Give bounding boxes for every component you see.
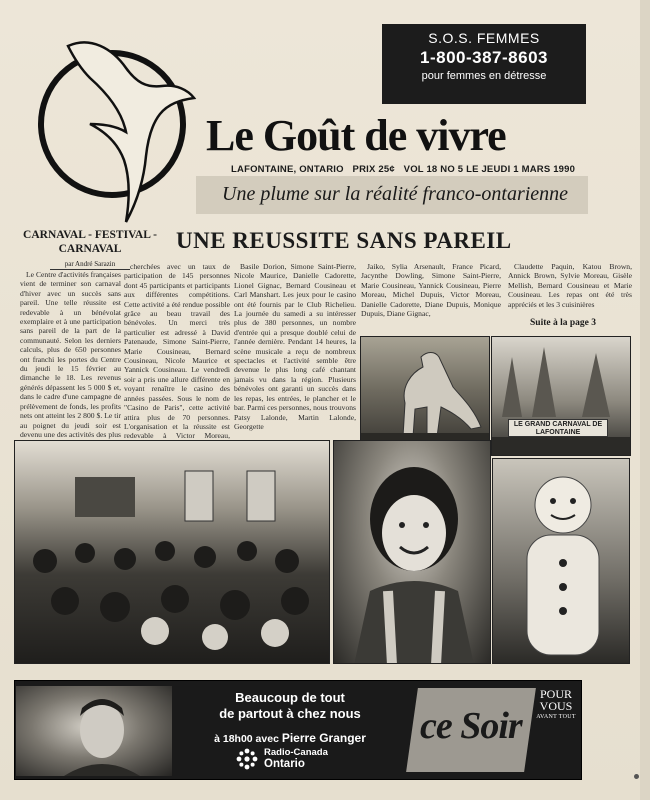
ad-time: à 18h00 avec bbox=[214, 733, 279, 745]
snowman-icon bbox=[493, 459, 630, 664]
slogan: Une plume sur la réalité franco-ontarienne bbox=[222, 183, 569, 205]
issue-number: VOL 18 NO 5 LE JEUDI 1 MARS 1990 bbox=[403, 164, 576, 175]
ad-line-1: Beaucoup de tout bbox=[235, 690, 345, 705]
crowd-icon bbox=[15, 441, 330, 664]
article-byline: par André Sarazin bbox=[20, 260, 160, 270]
sos-femmes-box bbox=[382, 24, 586, 104]
article-kicker: CARNAVAL - FESTIVAL - CARNAVAL bbox=[23, 229, 157, 255]
ad-line-3 bbox=[180, 731, 400, 745]
newspaper-title: Le Goût de vivre bbox=[206, 111, 506, 160]
article-column-1: Le Centre d'activités françaises vient de terminer son carnaval d'hiver avec un succès sans pareil. Une telle réussite est redevable à un bénévolat exemplaire et à une participation sans pareil de la part de la communauté. Selon les derniers calculs, plus de 650 personnes ont franchi les portes du Centre du jeudi le 15 février au dimanche le 18. Les revenus générés dépassent les 5 000 $ et, dans le cadre d'une campagne de prélèvement de fonds, les profits nets ont atteint les 2 800 $. Le tir au poignet du jeudi soir est devenu une des activités des plus bbox=[20, 270, 121, 439]
radio-canada-logo bbox=[236, 748, 328, 770]
article-column-5: Claudette Paquin, Katou Brown, Annick Brown, Sylvie Moreau, Gisèle Mellish, Bernard Cousineau et Marie Cousineau. Les repas ont été très appréciés et les 3 cuisinières bbox=[508, 262, 632, 309]
photo-snow-dinosaur bbox=[360, 336, 490, 448]
issue-info bbox=[231, 164, 581, 175]
article-headline: UNE REUSSITE SANS PAREIL bbox=[176, 228, 512, 253]
ad-host: Pierre Granger bbox=[281, 731, 366, 745]
continued-note: Suite à la page 3 bbox=[530, 318, 596, 328]
radio-canada-gem-icon bbox=[236, 748, 258, 770]
carnival-sign: LE GRAND CARNAVAL DE LAFONTAINE bbox=[508, 419, 608, 437]
ad-line-2: de partout à chez nous bbox=[219, 706, 361, 721]
ce-soir-logo: ce Soir bbox=[420, 705, 522, 747]
place: LAFONTAINE, ONTARIO bbox=[231, 164, 344, 175]
tagline-sub: AVANT TOUT bbox=[536, 714, 576, 720]
girl-portrait-icon bbox=[334, 441, 491, 664]
article-column-4: Jaiko, Sylia Arsenault, France Picard, Jacynthe Dowling, Simone Saint-Pierre, Marie Cousineau, Yannick Cousineau, Pierre Moreau, Michel Dupuis, Victor Moreau, Danielle Cadorette, Diane Dupuis, Monique Dupuis, Diane Gignac, bbox=[361, 262, 501, 319]
photo-carnival-sign bbox=[491, 336, 631, 456]
page-mark bbox=[634, 774, 639, 779]
ad-text bbox=[180, 690, 400, 745]
sos-title: S.O.S. FEMMES bbox=[428, 30, 540, 46]
photo-snowman-mascot bbox=[492, 458, 630, 664]
article-column-2: cherchées avec un taux de participation de 145 personnes dont 45 participants et participants aux différentes compétitions. Cette activité a été rendue possible grâce au beau travail des bénévoles. Un merci très particulier est adressé à David Patenaude, Simone Saint-Pierre, Marie Cousineau, Bernard Cousineau, Nicole Maurice et Yannick Cousineau. Le vendredi soir a pris une allure différente en voyant renaître le casino des années passées. Sous le nom de "Casino de Paris", cette activité attira plus de 70 personnes. L'organisation et la réussite est redevable à Victor Moreau, bbox=[124, 262, 230, 441]
ad-host-photo bbox=[16, 686, 172, 776]
photo-crowd-hall bbox=[14, 440, 330, 664]
sos-subtitle: pour femmes en détresse bbox=[421, 70, 547, 82]
trees-icon bbox=[492, 337, 631, 456]
photo-girl-face-paint bbox=[333, 440, 491, 664]
tagline-main: POUR VOUS bbox=[539, 687, 573, 713]
page-edge bbox=[640, 0, 650, 800]
dinosaur-sculpture-icon bbox=[361, 337, 490, 448]
sos-phone: 1-800-387-8603 bbox=[420, 48, 548, 67]
dove-logo-icon bbox=[60, 28, 200, 228]
article-column-3: Basile Dorion, Simone Saint-Pierre, Nicole Maurice, Danielle Cadorette, Lionel Gignac, Bernard Cousineau et Carl Manshart. Les jeux pour le casino ont été fournis par le Club Richelieu. La journée du samedi a su intéresser plus de 380 personnes, un nombre d'entrée qui a presque doublé celui de l'année dernière. Pendant 14 heures, la scène musicale a reçu de nombreux spectacles et l'activité semble être devenue le plus long café chantant jamais vu dans la région. Plusieurs bénévoles ont garanti un succès dans les repas, les entrées, le plancher et le bar. Parmi ces personnes, nous trouvons Patsy Lalonde, Martin Lalonde, Georgette bbox=[234, 262, 356, 431]
price: PRIX 25¢ bbox=[352, 164, 395, 175]
network-name: Radio-Canada bbox=[264, 747, 328, 758]
network-region: Ontario bbox=[264, 758, 305, 770]
host-portrait-icon bbox=[16, 686, 172, 776]
pour-vous-tagline bbox=[532, 688, 580, 720]
